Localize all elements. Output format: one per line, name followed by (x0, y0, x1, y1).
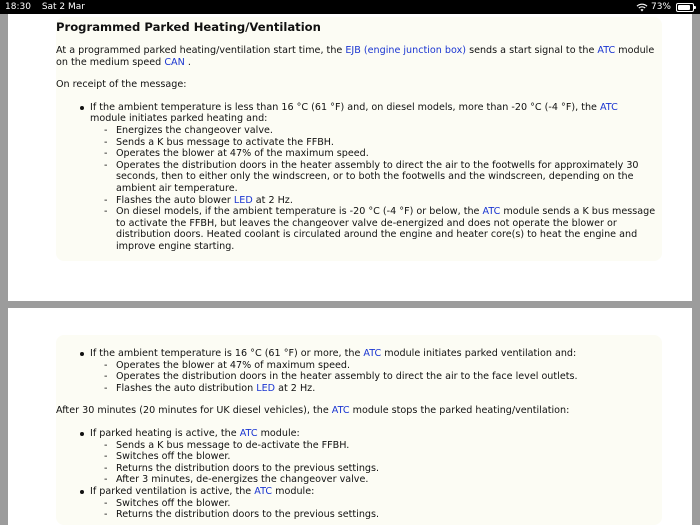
link-atc[interactable]: ATC (597, 45, 616, 56)
intro-text-3: module on the medium speed (56, 45, 655, 68)
list-item (104, 206, 656, 252)
document-page-1 (8, 14, 692, 301)
list-item (104, 383, 656, 395)
list-item: - Operates the blower at 47% of maximum speed. (104, 360, 656, 372)
page-2-content (56, 348, 656, 521)
status-bar (0, 0, 700, 14)
intro-paragraph (56, 45, 656, 68)
link-led[interactable]: LED (256, 382, 276, 394)
bullet-text-1: If parked ventilation is active, the (90, 485, 255, 497)
sub-text-2: at 2 Hz. (275, 382, 316, 394)
list-item: - Operates the distribution doors in the heater assembly to direct the air to the face level outlets. (104, 371, 656, 383)
bullet-text-1: If the ambient temperature is less than 16 °C (61 °F) and, on diesel models, more than -20 °C (-4 °F), the (90, 101, 600, 113)
bullet-text-2: module initiates parked ventilation and: (381, 348, 577, 359)
list-item: - Switches off the blower. (104, 498, 656, 510)
intro-text-4: . (184, 56, 191, 68)
status-time: 18:30 (5, 2, 31, 12)
bullet-text-2: module: (257, 427, 300, 439)
link-led[interactable]: LED (233, 194, 253, 206)
list-item (90, 348, 656, 394)
page-1-content (56, 20, 656, 253)
link-atc[interactable]: ATC (599, 101, 618, 113)
list-item (104, 195, 656, 207)
status-right (636, 0, 694, 14)
sub-text-1: Flashes the auto distribution (116, 382, 257, 394)
list-item: - Sends a K bus message to de-activate the FFBH. (104, 440, 656, 452)
list-item: - Operates the distribution doors in the heater assembly to direct the air to the footwells for approximately 30 seconds, then to either only the windscreen, or to both the footwells and the windscreen, depending on the ambient air temperature. (104, 160, 656, 195)
battery-fill (678, 5, 690, 10)
receipt-paragraph: On receipt of the message: (56, 79, 187, 91)
list-item (90, 102, 656, 253)
bullet-text-1: If parked heating is active, the (90, 427, 240, 439)
list-item (90, 428, 656, 486)
stop-bullet-list (56, 428, 656, 521)
intro-text-1: At a programmed parked heating/ventilation start time, the (56, 45, 346, 56)
status-left (5, 0, 85, 14)
link-can[interactable]: CAN (164, 56, 185, 68)
after-paragraph (56, 405, 656, 417)
sub-text-2: module sends a K bus message to activate the FFBH, but leaves the changeover valve de-energized and does not operate the blower or distribution doors. Heated coolant is circulated around the engine and heater core(s) to heat the engine and improve engine starting. (116, 206, 656, 252)
list-item: - Operates the blower at 47% of the maximum speed. (104, 148, 656, 160)
intro-text-2: sends a start signal to the (466, 45, 598, 56)
list-item (90, 486, 656, 521)
list-item: - Sends a K bus message to activate the FFBH. (104, 137, 656, 149)
list-item: - After 3 minutes, de-energizes the changeover valve. (104, 474, 656, 486)
link-atc[interactable]: ATC (331, 405, 350, 417)
list-item: - Returns the distribution doors to the previous settings. (104, 509, 656, 521)
heating-sub-list (90, 125, 656, 253)
document-page-2 (8, 308, 692, 525)
list-item: - Switches off the blower. (104, 451, 656, 463)
sub-text-2: at 2 Hz. (252, 194, 293, 206)
sub-text-1: Flashes the auto blower (116, 194, 234, 206)
ventilation-bullet-list (56, 348, 656, 394)
list-item: - Returns the distribution doors to the previous settings. (104, 463, 656, 475)
page-title: Programmed Parked Heating/Ventilation (56, 20, 321, 34)
heat-stop-sub-list (90, 440, 656, 486)
bullet-text-2: module initiates parked heating and: (90, 113, 268, 125)
vent-stop-sub-list (90, 498, 656, 521)
link-atc[interactable]: ATC (239, 427, 258, 439)
link-atc[interactable]: ATC (254, 485, 273, 497)
battery-percent: 73% (650, 2, 671, 12)
wifi-icon (636, 3, 648, 12)
link-atc[interactable]: ATC (482, 206, 501, 218)
bullet-text-2: module: (272, 485, 315, 497)
bullet-text-1: If the ambient temperature is 16 °C (61 °F) or more, the (90, 348, 364, 359)
link-ejb[interactable]: EJB (engine junction box) (345, 45, 467, 56)
ventilation-sub-list (90, 360, 656, 395)
heating-bullet-list (56, 102, 656, 253)
link-atc[interactable]: ATC (363, 348, 382, 359)
battery-icon (676, 3, 694, 12)
status-date: Sat 2 Mar (41, 2, 85, 12)
after-text-1: After 30 minutes (20 minutes for UK diesel vehicles), the (56, 405, 332, 417)
sub-text-1: On diesel models, if the ambient temperature is -20 °C (-4 °F) or below, the (116, 206, 483, 218)
list-item: - Energizes the changeover valve. (104, 125, 656, 137)
after-text-2: module stops the parked heating/ventilation: (349, 405, 570, 417)
